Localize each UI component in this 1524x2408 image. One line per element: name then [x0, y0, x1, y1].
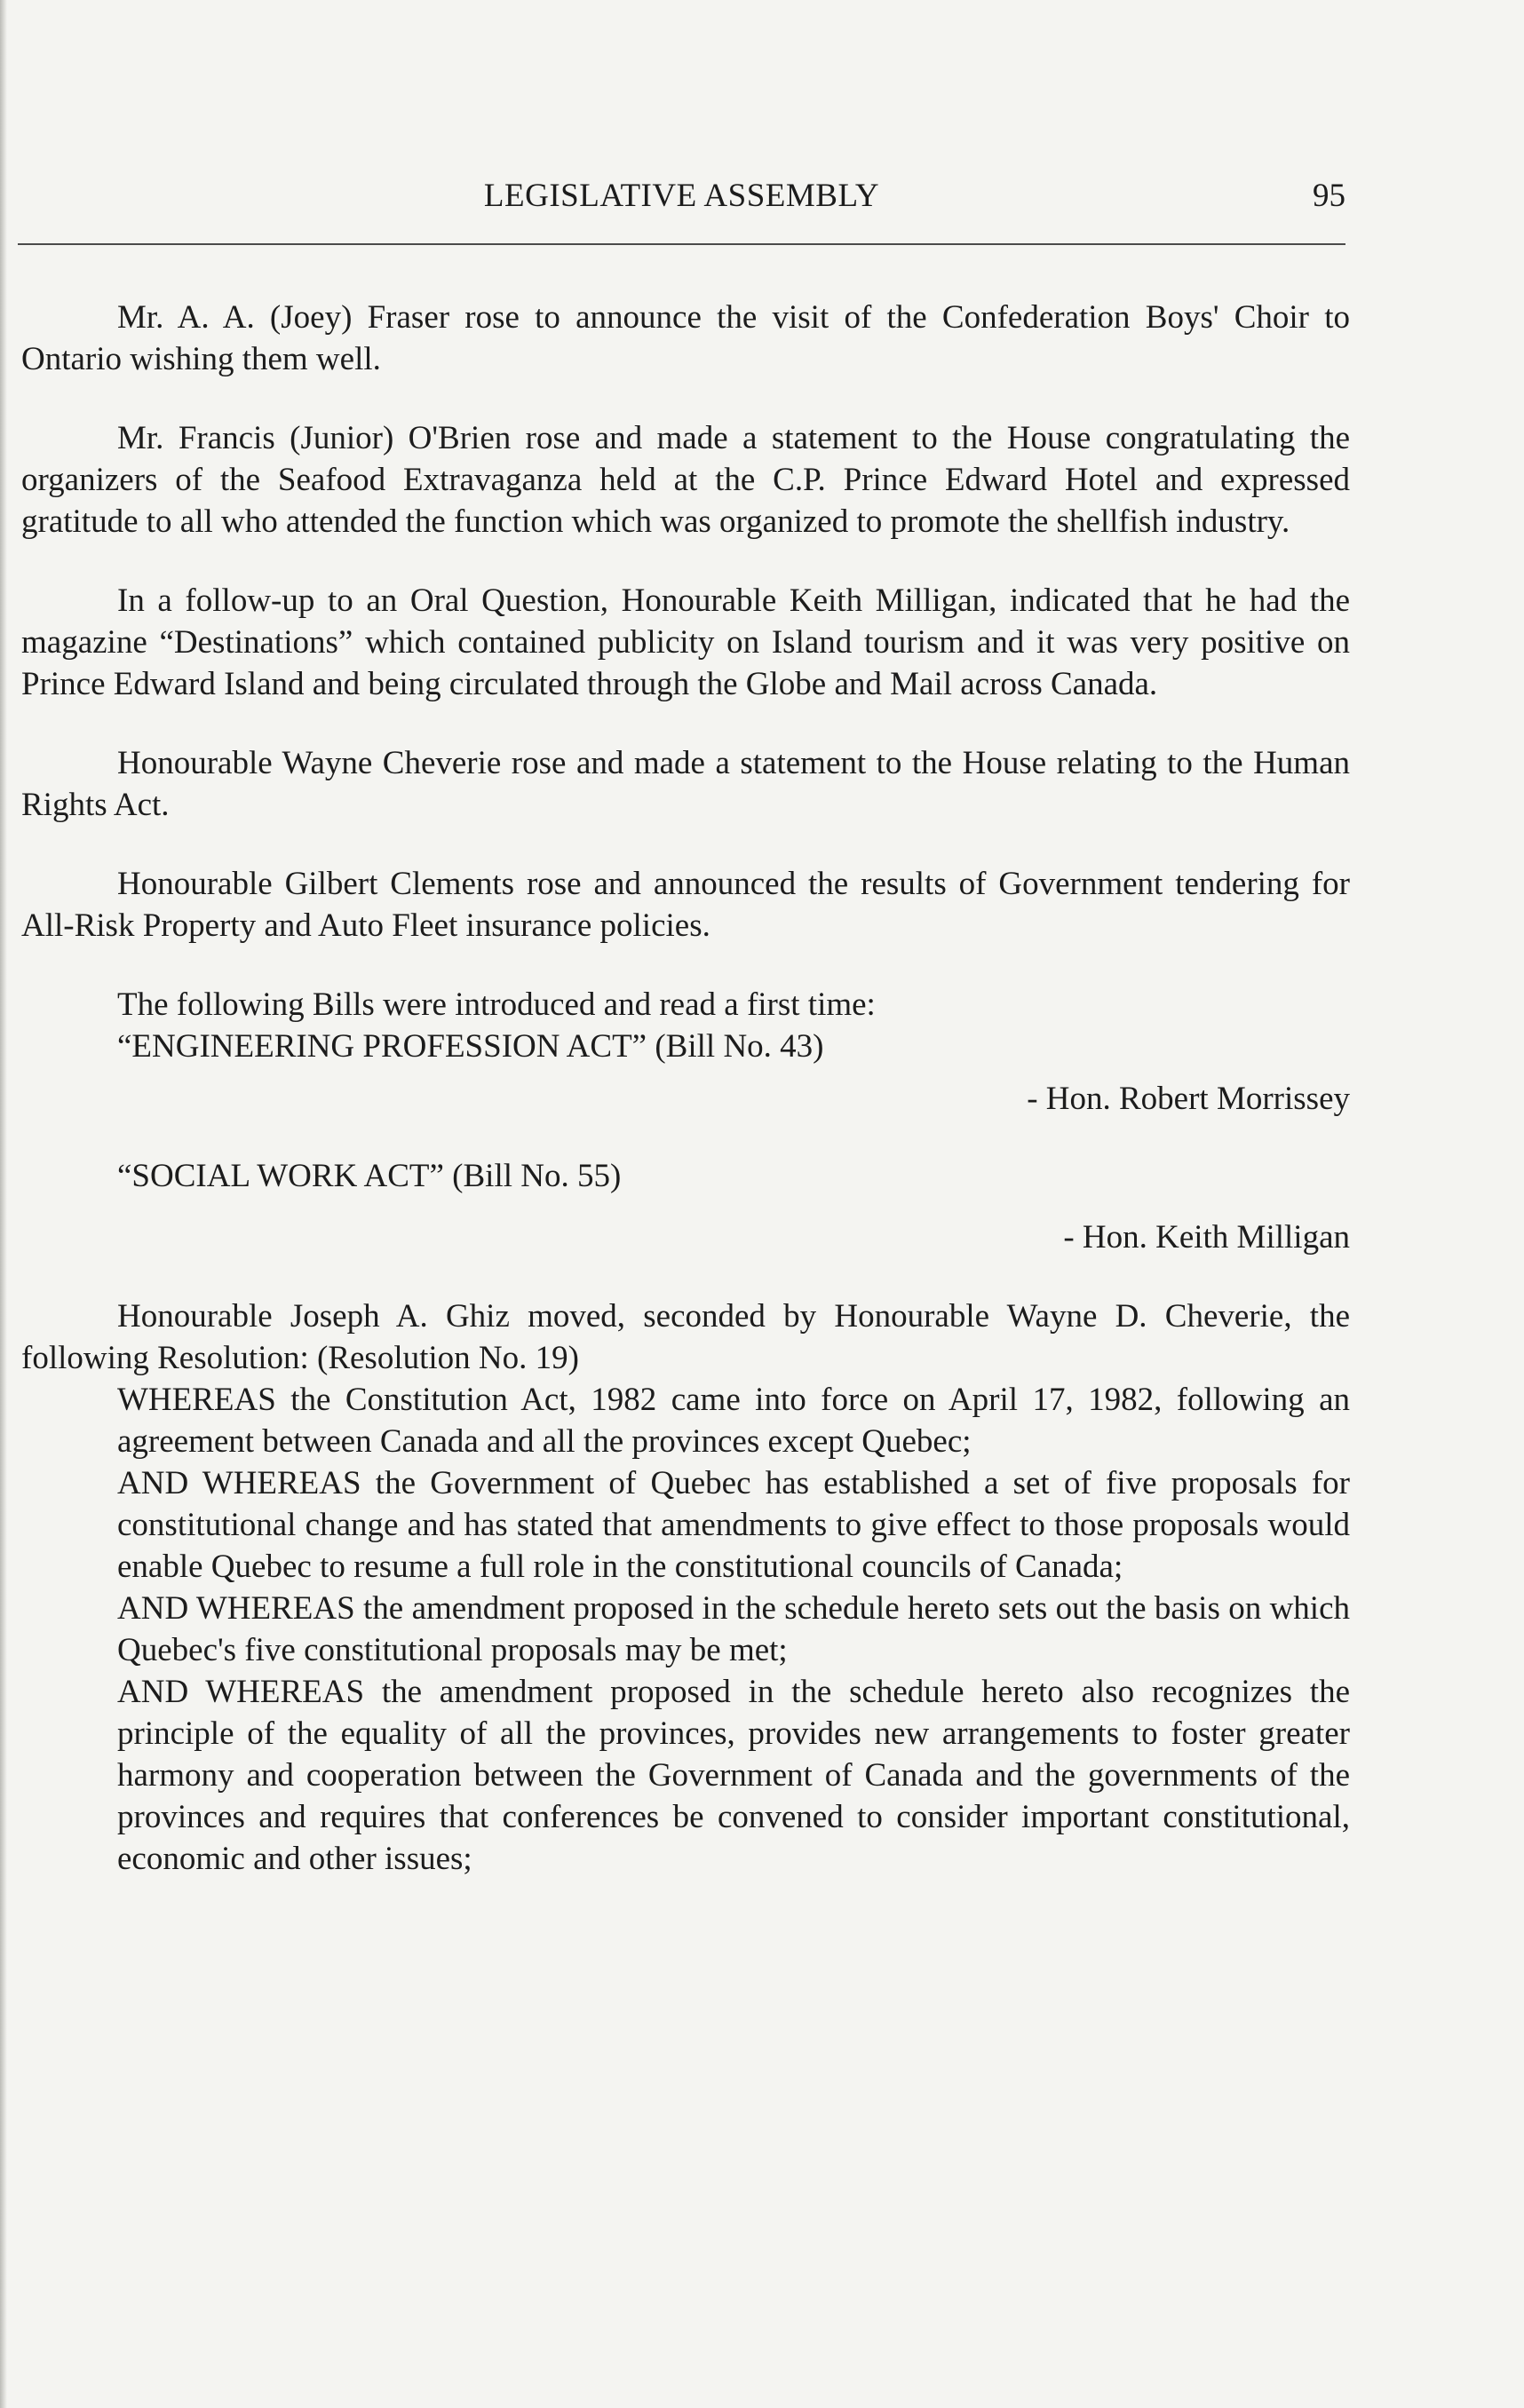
bill-title: “ENGINEERING PROFESSION ACT” (Bill No. 43) [117, 1028, 824, 1065]
paragraph-clements-statement: Honourable Gilbert Clements rose and announced the results of Government tendering for All-Risk Property and Auto Fleet insurance policies. [21, 866, 1350, 944]
resolution-clause: AND WHEREAS the amendment proposed in the schedule hereto also recognizes the principle of the equality of all the provinces, provides new arrangements to foster greater harmony and cooperation between the Government of Canada and the governments of the provinces and requires that conferences be convened to consider important constitutional, economic and other issues; [117, 1674, 1350, 1877]
page-edge-shadow [0, 0, 7, 2408]
bill-sponsor: - Hon. Keith Milligan [1063, 1219, 1350, 1255]
resolution-clause: AND WHEREAS the amendment proposed in the schedule hereto sets out the basis on which Quebec's five constitutional proposals may be met; [117, 1590, 1350, 1668]
page-number: 95 [1313, 178, 1345, 214]
bill-title: “SOCIAL WORK ACT” (Bill No. 55) [117, 1158, 622, 1194]
paragraph-bills-intro: The following Bills were introduced and read a first time: [117, 986, 876, 1023]
resolution-clause: WHEREAS the Constitution Act, 1982 came into force on April 17, 1982, following an agreement between Canada and all the provinces except Quebec; [117, 1382, 1350, 1460]
paragraph-obrien-statement: Mr. Francis (Junior) O'Brien rose and made a statement to the House congratulating the organizers of the Seafood Extravaganza held at the C.P. Prince Edward Hotel and expressed gratitude to all who attended the function which was organized to promote the shellfish industry. [21, 420, 1350, 540]
header-title: LEGISLATIVE ASSEMBLY [483, 178, 880, 214]
paragraph-cheverie-statement: Honourable Wayne Cheverie rose and made a statement to the House relating to the Human Rights Act. [21, 745, 1350, 823]
page-header [18, 174, 1345, 218]
bill-sponsor: - Hon. Robert Morrissey [1027, 1081, 1350, 1117]
resolution-clause: AND WHEREAS the Government of Quebec has established a set of five proposals for constitutional change and has stated that amendments to give effect to those proposals would enable Quebec to resume a full role in the constitutional councils of Canada; [117, 1465, 1350, 1585]
header-rule [18, 243, 1345, 245]
paragraph-fraser-statement: Mr. A. A. (Joey) Fraser rose to announce the visit of the Confederation Boys' Choir to Ontario wishing them well. [21, 299, 1350, 377]
paragraph-milligan-followup: In a follow-up to an Oral Question, Honourable Keith Milligan, indicated that he had the magazine “Destinations” which contained publicity on Island tourism and it was very positive on Prince Edward Island and being circulated through the Globe and Mail across Canada. [21, 582, 1350, 702]
paragraph-resolution-motion: Honourable Joseph A. Ghiz moved, seconded by Honourable Wayne D. Cheverie, the following Resolution: (Resolution No. 19) [21, 1298, 1350, 1376]
page-body [21, 297, 1350, 1880]
